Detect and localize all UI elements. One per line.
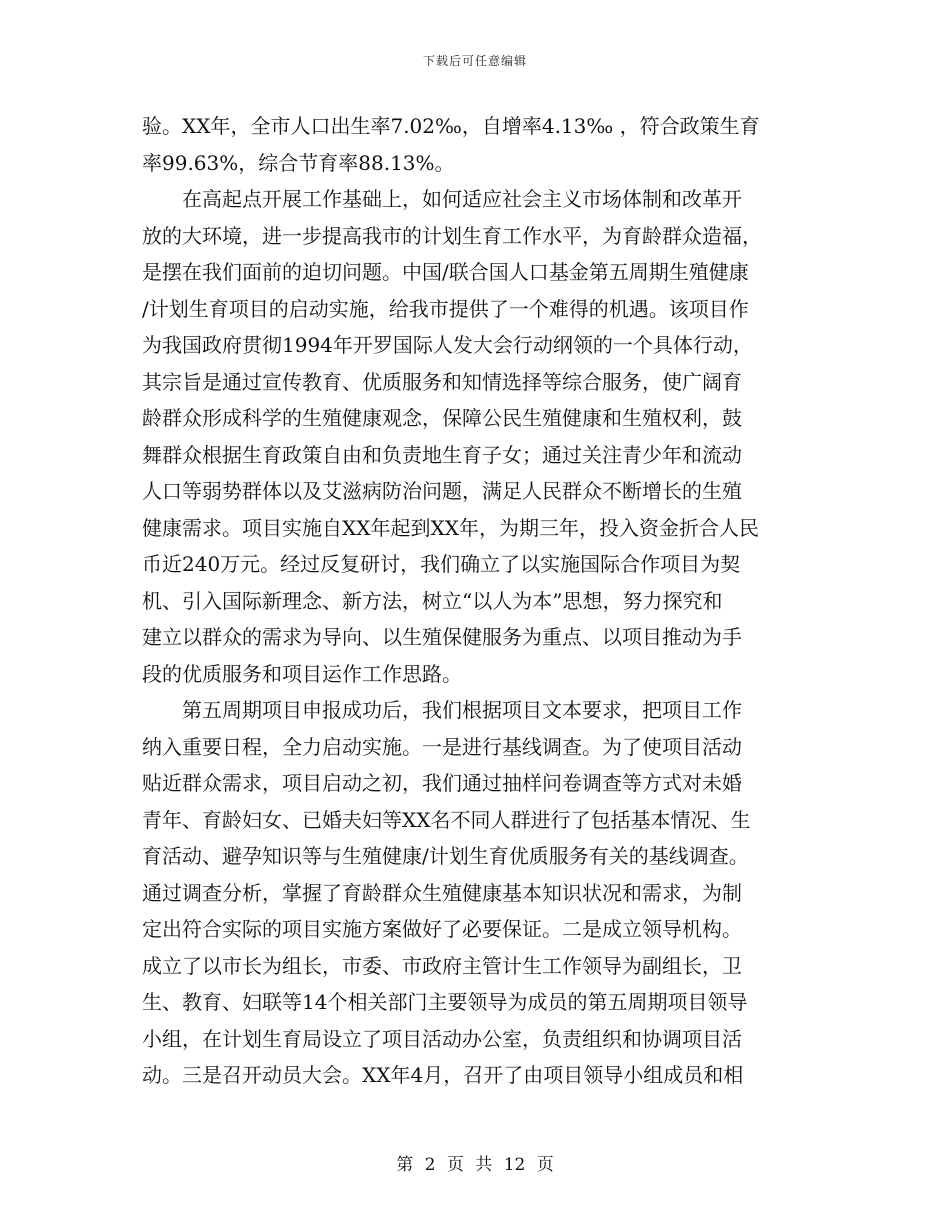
text-line: 第五周期项目申报成功后，我们根据项目文本要求，把项目工作 (142, 698, 742, 722)
text-line: 放的大环境，进一步提高我市的计划生育工作水平，为育龄群众造福， (142, 223, 762, 248)
document-body (142, 108, 810, 1094)
page-footer: 第 2 页 共 12 页 (396, 1155, 554, 1175)
text-line: 动。三是召开动员大会。XX年4月，召开了由项目领导小组成员和相 (142, 1063, 744, 1087)
text-line: 建立以群众的需求为导向、以生殖保健服务为重点、以项目推动为手 (142, 625, 742, 649)
text-line: 在高起点开展工作基础上，如何适应社会主义市场体制和改革开 (142, 187, 742, 211)
text-line: 率99.63%，综合节育率88.13%。 (142, 150, 455, 175)
text-line: 生、教育、妇联等14个相关部门主要领导为成员的第五周期项目领导 (142, 990, 748, 1014)
text-line: 龄群众形成科学的生殖健康观念，保障公民生殖健康和生殖权利，鼓 (142, 406, 742, 430)
text-line: /计划生育项目的启动实施，给我市提供了一个难得的机遇。该项目作 (142, 296, 749, 321)
text-line: 定出符合实际的项目实施方案做好了必要保证。二是成立领导机构。 (142, 917, 742, 941)
text-line: 青年、育龄妇女、已婚夫妇等XX名不同人群进行了包括基本情况、生 (142, 807, 751, 832)
text-line: 成立了以市长为组长，市委、市政府主管计生工作领导为副组长，卫 (142, 953, 742, 978)
text-line: 育活动、避孕知识等与生殖健康/计划生育优质服务有关的基线调查。 (142, 844, 749, 868)
text-line: 是摆在我们面前的迫切问题。中国/联合国人口基金第五周期生殖健康 (142, 260, 749, 284)
text-line: 其宗旨是通过宣传教育、优质服务和知情选择等综合服务，使广阔育 (142, 369, 742, 394)
text-line: 币近240万元。经过反复研讨，我们确立了以实施国际合作项目为契 (142, 552, 741, 576)
text-line: 段的优质服务和项目运作工作思路。 (142, 661, 462, 686)
page-header: 下载后可任意编辑 (422, 54, 527, 68)
text-line: 验。XX年，全市人口出生率7.02‰，自增率4.13‰ ，符合政策生育 (142, 114, 760, 138)
text-line: 为我国政府贯彻1994年开罗国际人发大会行动纲领的一个具体行动， (142, 333, 753, 357)
text-line: 人口等弱势群体以及艾滋病防治问题，满足人民群众不断增长的生殖 (142, 479, 742, 503)
text-line: 健康需求。项目实施自XX年起到XX年，为期三年，投入资金折合人民 (142, 515, 759, 540)
text-line: 舞群众根据生育政策自由和负责地生育子女；通过关注青少年和流动 (142, 442, 742, 467)
text-line: 贴近群众需求，项目启动之初，我们通过抽样问卷调查等方式对未婚 (142, 771, 742, 795)
text-line: 小组，在计划生育局设立了项目活动办公室，负责组织和协调项目活 (142, 1026, 742, 1051)
text-line: 通过调查分析，掌握了育龄群众生殖健康基本知识状况和需求，为制 (142, 880, 742, 905)
text-line: 机、引入国际新理念、新方法，树立“以人为本”思想，努力探究和 (142, 588, 723, 613)
text-line: 纳入重要日程，全力启动实施。一是进行基线调查。为了使项目活动 (142, 734, 742, 759)
